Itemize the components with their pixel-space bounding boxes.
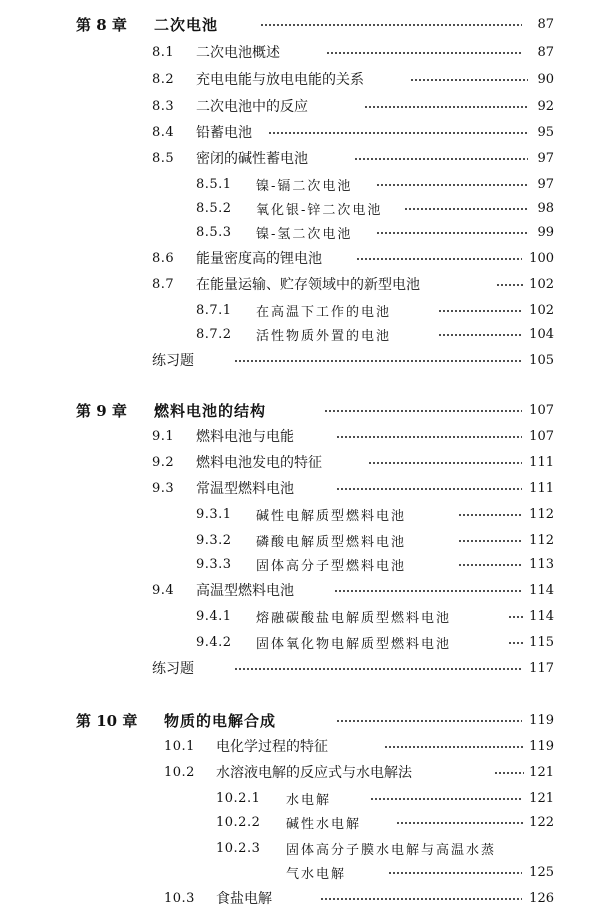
toc-entry-8-2[interactable]: [0, 67, 597, 91]
page-number: 87: [537, 44, 554, 60]
dot-leader: [260, 24, 522, 26]
page-number: 125: [529, 864, 554, 880]
dot-leader: [268, 132, 528, 134]
section-title: 电化学过程的特征: [216, 739, 328, 755]
section-title: 水溶液电解的反应式与水电解法: [216, 765, 412, 781]
dot-leader: [410, 79, 528, 81]
section-number: 8.3: [152, 98, 175, 114]
section-title: 二次电池中的反应: [196, 99, 308, 115]
page-number: 87: [537, 16, 554, 32]
chapter-number: 第 10 章: [76, 711, 138, 730]
section-title: 练习题: [152, 661, 194, 677]
toc-entry-10-3[interactable]: [0, 886, 597, 910]
section-number: 9.2: [152, 454, 175, 470]
section-title-continued: 气水电解: [286, 866, 347, 882]
section-number: 8.5.1: [196, 176, 232, 192]
page-number: 107: [529, 402, 554, 418]
toc-entry-10-1[interactable]: [0, 734, 597, 758]
dot-leader: [376, 184, 528, 186]
section-number: 8.4: [152, 124, 175, 140]
section-number: 8.7.1: [196, 302, 232, 318]
section-title: 食盐电解: [216, 891, 272, 907]
page-number: 95: [537, 124, 554, 140]
section-title: 练习题: [152, 353, 194, 369]
toc-entry-9-2[interactable]: [0, 450, 597, 474]
page-number: 107: [529, 428, 554, 444]
dot-leader: [458, 514, 522, 516]
dot-leader: [336, 720, 522, 722]
section-number: 8.1: [152, 44, 175, 60]
toc-entry-8-3[interactable]: [0, 94, 597, 118]
section-number: 8.2: [152, 71, 175, 87]
page-number: 119: [529, 712, 554, 728]
toc-entry-9-4-1[interactable]: [0, 604, 597, 628]
page-number: 99: [537, 224, 554, 240]
section-number: 8.5.3: [196, 224, 232, 240]
dot-leader: [354, 158, 528, 160]
toc-entry-8-7-1[interactable]: [0, 298, 597, 322]
section-title: 高温型燃料电池: [196, 583, 294, 599]
section-title: 磷酸电解质型燃料电池: [256, 534, 407, 550]
dot-leader: [356, 258, 522, 260]
section-number: 8.5.2: [196, 200, 232, 216]
toc-entry-9-3-3[interactable]: [0, 552, 597, 576]
page-number: 100: [529, 250, 554, 266]
page-number: 117: [529, 660, 554, 676]
page-number: 112: [529, 532, 554, 548]
dot-leader: [336, 436, 522, 438]
dot-leader: [388, 872, 522, 874]
section-title: 水电解: [286, 792, 332, 808]
section-title: 固体高分子型燃料电池: [256, 558, 407, 574]
page-number: 92: [537, 98, 554, 114]
page-number: 114: [529, 582, 554, 598]
section-number: 9.1: [152, 428, 175, 444]
page-number: 102: [529, 302, 554, 318]
section-number: 10.2.1: [216, 790, 261, 806]
section-title: 铅蓄电池: [196, 125, 252, 141]
section-number: 9.4: [152, 582, 175, 598]
section-number: 8.5: [152, 150, 175, 166]
section-title: 能量密度高的锂电池: [196, 251, 322, 267]
dot-leader: [320, 898, 522, 900]
section-title: 常温型燃料电池: [196, 481, 294, 497]
toc-entry-9-4[interactable]: [0, 578, 597, 602]
dot-leader: [376, 232, 528, 234]
section-title: 固体高分子膜水电解与高温水蒸: [286, 842, 497, 858]
section-title: 碱性电解质型燃料电池: [256, 508, 407, 524]
toc-entry-8-1[interactable]: [0, 40, 597, 64]
page-number: 114: [529, 608, 554, 624]
toc-entry-10-2-3-continued[interactable]: [0, 860, 597, 884]
page-number: 121: [529, 764, 554, 780]
dot-leader: [364, 106, 528, 108]
toc-entry-10-2[interactable]: [0, 760, 597, 784]
toc-chapter-8[interactable]: [0, 12, 597, 36]
dot-leader: [494, 772, 524, 774]
dot-leader: [234, 668, 522, 670]
dot-leader: [458, 564, 522, 566]
dot-leader: [508, 616, 524, 618]
dot-leader: [396, 822, 524, 824]
toc-entry-8-5[interactable]: [0, 146, 597, 170]
toc-entry-8-7[interactable]: [0, 272, 597, 296]
section-number: 9.3.2: [196, 532, 232, 548]
page-number: 97: [537, 176, 554, 192]
section-number: 9.4.1: [196, 608, 232, 624]
dot-leader: [458, 540, 522, 542]
chapter-title: 物质的电解合成: [164, 711, 277, 730]
section-number: 10.2.2: [216, 814, 261, 830]
dot-leader: [370, 798, 522, 800]
page-number: 119: [529, 738, 554, 754]
toc-entry-9-4-2[interactable]: [0, 630, 597, 654]
dot-leader: [334, 590, 522, 592]
page-number: 122: [529, 814, 554, 830]
toc-entry-exercises-9[interactable]: [0, 656, 597, 680]
section-title: 镍-镉二次电池: [256, 178, 353, 194]
page-number: 112: [529, 506, 554, 522]
section-number: 9.3.1: [196, 506, 232, 522]
page-number: 102: [529, 276, 554, 292]
section-number: 10.1: [164, 738, 195, 754]
toc-entry-8-7-2[interactable]: [0, 322, 597, 346]
section-number: 9.3: [152, 480, 175, 496]
page-number: 115: [529, 634, 554, 650]
toc-entry-10-2-3[interactable]: [0, 836, 597, 860]
page-number: 121: [529, 790, 554, 806]
section-number: 8.7: [152, 276, 175, 292]
page-number: 97: [537, 150, 554, 166]
toc-entry-exercises-8[interactable]: [0, 348, 597, 372]
section-number: 8.6: [152, 250, 175, 266]
toc-chapter-9[interactable]: [0, 398, 597, 422]
dot-leader: [508, 642, 524, 644]
dot-leader: [438, 310, 522, 312]
dot-leader: [336, 488, 522, 490]
toc-entry-8-5-1[interactable]: [0, 172, 597, 196]
section-number: 10.2.3: [216, 840, 261, 856]
section-title: 燃料电池发电的特征: [196, 455, 322, 471]
section-title: 镍-氢二次电池: [256, 226, 353, 242]
dot-leader: [404, 208, 528, 210]
toc-entry-10-2-2[interactable]: [0, 810, 597, 834]
toc-entry-8-5-3[interactable]: [0, 220, 597, 244]
dot-leader: [438, 334, 522, 336]
toc-entry-8-5-2[interactable]: [0, 196, 597, 220]
section-title: 熔融碳酸盐电解质型燃料电池: [256, 610, 452, 626]
dot-leader: [324, 410, 522, 412]
page-number: 98: [537, 200, 554, 216]
section-title: 在高温下工作的电池: [256, 304, 392, 320]
chapter-title: 二次电池: [154, 15, 219, 34]
dot-leader: [496, 284, 524, 286]
chapter-title: 燃料电池的结构: [154, 401, 267, 420]
dot-leader: [384, 746, 524, 748]
page-number: 111: [529, 480, 554, 496]
toc-entry-9-1[interactable]: [0, 424, 597, 448]
section-title: 密闭的碱性蓄电池: [196, 151, 308, 167]
section-title: 固体氧化物电解质型燃料电池: [256, 636, 452, 652]
section-number: 10.2: [164, 764, 195, 780]
section-title: 碱性水电解: [286, 816, 362, 832]
page-number: 104: [529, 326, 554, 342]
section-title: 活性物质外置的电池: [256, 328, 392, 344]
dot-leader: [368, 462, 522, 464]
section-title: 充电电能与放电电能的关系: [196, 72, 364, 88]
section-number: 8.7.2: [196, 326, 232, 342]
toc-entry-9-3-2[interactable]: [0, 528, 597, 552]
page-number: 105: [529, 352, 554, 368]
section-title: 二次电池概述: [196, 45, 280, 61]
page-number: 113: [529, 556, 554, 572]
section-number: 9.3.3: [196, 556, 232, 572]
page-number: 126: [529, 890, 554, 906]
toc-entry-8-4[interactable]: [0, 120, 597, 144]
page-number: 90: [537, 71, 554, 87]
chapter-number: 第 8 章: [76, 15, 127, 34]
section-title: 氧化银-锌二次电池: [256, 202, 383, 218]
toc-entry-10-2-1[interactable]: [0, 786, 597, 810]
dot-leader: [326, 52, 522, 54]
section-number: 9.4.2: [196, 634, 232, 650]
toc-chapter-10[interactable]: [0, 708, 597, 732]
dot-leader: [234, 360, 522, 362]
toc-entry-8-6[interactable]: [0, 246, 597, 270]
toc-entry-9-3-1[interactable]: [0, 502, 597, 526]
section-number: 10.3: [164, 890, 195, 906]
page-number: 111: [529, 454, 554, 470]
section-title: 燃料电池与电能: [196, 429, 294, 445]
toc-entry-9-3[interactable]: [0, 476, 597, 500]
chapter-number: 第 9 章: [76, 401, 127, 420]
section-title: 在能量运输、贮存领域中的新型电池: [196, 277, 420, 293]
